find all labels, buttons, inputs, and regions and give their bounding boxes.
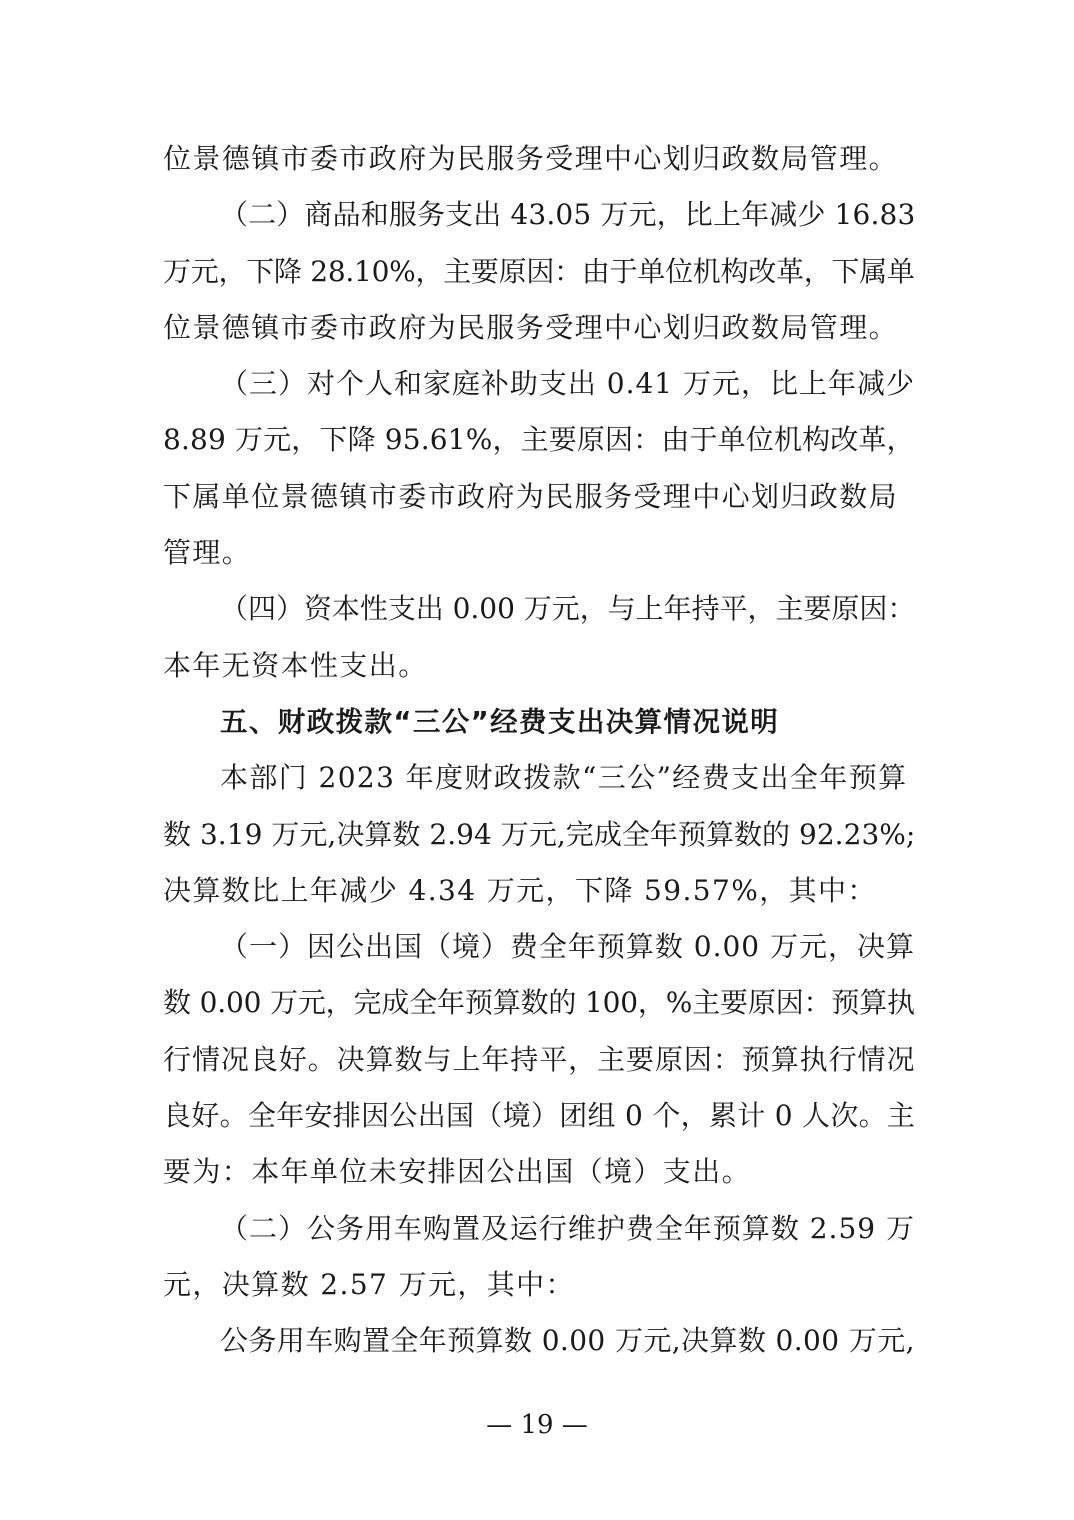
text-line: 元，决算数 2.57 万元，其中： xyxy=(163,1267,575,1301)
text-line: （一）因公出国（境）费全年预算数 0.00 万元，决算 xyxy=(220,930,915,964)
text-line: 良好。全年安排因公出国（境）团组 0 个，累计 0 人次。主 xyxy=(163,1099,916,1133)
text-line: 管理。 xyxy=(163,536,252,570)
text-line: 数 0.00 万元，完成全年预算数的 100，%主要原因：预算执 xyxy=(163,986,915,1020)
text-line: 本年无资本性支出。 xyxy=(163,648,428,682)
text-line: 行情况良好。决算数与上年持平，主要原因：预算执行情况 xyxy=(163,1042,916,1076)
text-line: 8.89 万元，下降 95.61%，主要原因：由于单位机构改革， xyxy=(163,423,915,457)
text-line: 万元，下降 28.10%，主要原因：由于单位机构改革，下属单 xyxy=(163,254,915,288)
text-line: 本部门 2023 年度财政拨款“三公”经费支出全年预算 xyxy=(220,761,908,795)
text-line: （二）公务用车购置及运行维护费全年预算数 2.59 万 xyxy=(220,1211,915,1245)
text-line: 数 3.19 万元,决算数 2.94 万元,完成全年预算数的 92.23%; xyxy=(163,817,916,851)
text-line: 位景德镇市委市政府为民服务受理中心划归政数局管理。 xyxy=(163,310,899,344)
text-line: 要为：本年单位未安排因公出国（境）支出。 xyxy=(163,1155,752,1189)
text-line: （三）对个人和家庭补助支出 0.41 万元，比上年减少 xyxy=(220,367,915,401)
document-body xyxy=(163,131,915,1370)
section-heading: 五、财政拨款“三公”经费支出决算情况说明 xyxy=(220,705,780,738)
text-line: 公务用车购置全年预算数 0.00 万元,决算数 0.00 万元, xyxy=(220,1324,915,1358)
text-line: （四）资本性支出 0.00 万元，与上年持平，主要原因： xyxy=(220,592,916,626)
text-line: 决算数比上年减少 4.34 万元，下降 59.57%，其中： xyxy=(163,873,877,907)
page-number: — 19 — xyxy=(486,1410,588,1440)
text-line: （二）商品和服务支出 43.05 万元，比上年减少 16.83 xyxy=(220,198,916,232)
text-line: 下属单位景德镇市委市政府为民服务受理中心划归政数局 xyxy=(163,479,899,513)
text-line: 位景德镇市委市政府为民服务受理中心划归政数局管理。 xyxy=(163,142,899,175)
